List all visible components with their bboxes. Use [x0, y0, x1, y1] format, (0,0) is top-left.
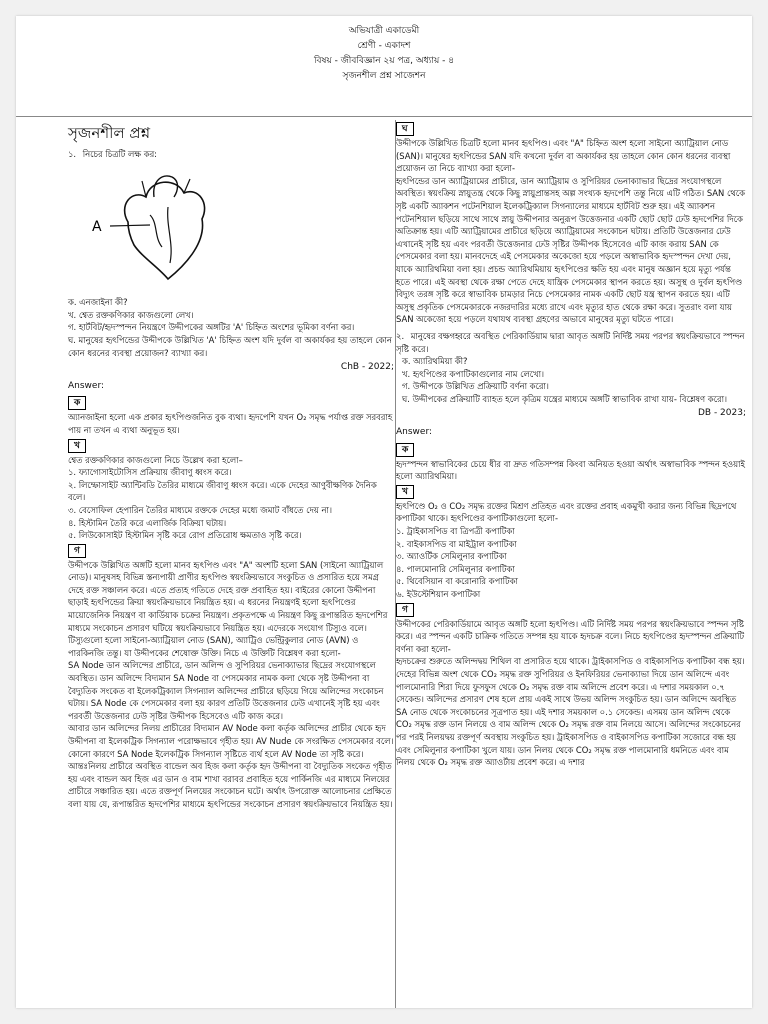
answer-ga-paragraph: উদ্দীপকের পেরিকার্ডিয়ামে আবৃত অঙ্গটি হলো হৃৎপিণ্ড। এটি নির্দিষ্ট সময় পরপর স্বয়ংক্রিয়ভাবে স্পন্দন সৃষ্টি করে। এর স্পন্দন একটি চাক্রিক গতিতে সম্পন্ন হয় যাকে হৃদচক্র বলে। নিচে হৃৎপিণ্ডের হৃদস্পন্দন প্রক্রিয়াটি বর্ণনা করা হলো- — [396, 618, 745, 654]
question-2-prompt — [396, 330, 746, 355]
list-item: ৫. লিউকোসাইট হিস্টামিন সৃষ্টি করে রোগ প্রতিরোধ ক্ষমতাও সৃষ্টি করে। — [68, 530, 302, 541]
answer-ga-badge: গ — [396, 603, 414, 617]
answer-kha-intro: হৃৎপিণ্ডে O₂ ও CO₂ সমৃদ্ধ রক্তের মিশ্রণ প্রতিহত এবং রক্তের প্রবাহ একমুখী করার জন্য বিভিন্ন ছিদ্রপথে কপাটিকা থাকে। হৃৎপিণ্ডের কপাটিকাগুলো হলো- — [396, 500, 737, 524]
document-page — [16, 16, 752, 1008]
q1-part-ga: গ. হার্টবিট/হৃদস্পন্দন নিয়ন্ত্রণে উদ্দীপকের অঙ্গটির 'A' চিহ্নিত অংশের ভূমিকা বর্ণনা কর। — [68, 322, 355, 333]
aorta-sketch — [154, 176, 178, 197]
question-prompt-text: নিচের চিত্রটি লক্ষ কর: — [82, 149, 157, 159]
suggestion-title: সৃজনশীল প্রশ্ন সাজেশন — [342, 71, 426, 81]
label-pointer-line — [110, 225, 150, 226]
answer-label: Answer: — [396, 427, 433, 438]
q2-source: DB - 2023; — [697, 408, 746, 419]
answer-ga-badge: গ — [68, 544, 86, 558]
answer-ga-paragraph: উদ্দীপকে উল্লিখিত অঙ্গটি হলো মানব হৃৎপিণ্ড এবং "A" অংশটি হলো SAN (সাইনো অ্যাট্রিয়াল নোড)। মানুষসহ বিভিন্ন স্তন্যপায়ী প্রাণীর হৃৎপিণ্ড স্বয়ংক্রিয়ভাবে সংকুচিত ও প্রসারিত হয়ে সমগ্র দেহে রক্ত সঞ্চালন করে। এতে প্রত্যহ গতিতে দেহে রক্ত প্রবাহিত হয়। বাইরের কোনো উদ্দীপনা ছাড়াই হৃৎপিন্ডের ক্রিয়া স্বয়ংক্রিয়ভাবে নিয়ন্ত্রিত হয়। এ ধরনের নিয়ন্ত্রণই হলো হৃৎপিণ্ডের মায়োজেনিক নিয়ন্ত্রণ বা কার্ডিয়াক চক্রের নিয়ন্ত্রণ। প্রকৃতপক্ষে এ নিয়ন্ত্রণ কিছু রূপান্তরিত হৃদপেশির মাধ্যমে সংকোচন প্রসারণ ঘটিয়ে স্বয়ংক্রিয়ভাবে নিয়ন্ত্রিত হয়। এদেরকে সংযোগ টিস্যুও বলে। টিস্যুগুলো হলো সাইনো-অ্যাট্রিয়াল নোড (SAN), অ্যাট্রিও ভেন্ট্রিকুলার নোড (AVN) ও পারকিনজি তন্তু। যা উদ্দীপকের শেষোক্ত উক্তি। নিচে এ উক্তিটি বিশ্লেষণ করা হলো- — [68, 559, 388, 658]
answer-ka-badge: ক — [68, 396, 86, 410]
q2-part-gha: ঘ. উদ্দীপকের প্রক্রিয়াটি ব্যাহত হলে কৃত্রিম যন্ত্রের মাধ্যমে অঙ্গটি স্বাভাবিক রাখা যায়- বিশ্লেষণ করো। — [402, 393, 728, 404]
list-item: ৪. পালমোনারি সেমিলুনার কপাটিকা — [396, 563, 515, 574]
list-item: ১. ফ্যাগোসাইটোসিস প্রক্রিয়ায় জীবাণু ধ্বংস করে। — [68, 467, 232, 478]
answer-label: Answer: — [68, 380, 105, 391]
list-item: ৪. হিস্টামিন তৈরি করে এলার্জিক বিক্রিয়া ঘটায়। — [68, 517, 227, 528]
list-item: ২. বাইকাসপিড বা মাইট্রাল কপাটিকা — [396, 538, 517, 549]
q2-part-ka: ক. অ্যারিথমিয়া কী? — [402, 356, 468, 367]
q2-part-ga: গ. উদ্দীপকে উল্লিখিত প্রক্রিয়াটি বর্ণনা করো। — [402, 381, 549, 392]
question-prompt-text: মানুষের বক্ষগহ্বরে অবস্থিত পেরিকার্ডিয়াম দ্বারা আবৃত অঙ্গটি নির্দিষ্ট সময় পরপর স্বয়ংক্রিয়ভাবে স্পন্দন সৃষ্টি করে। — [396, 330, 745, 354]
answer-gha-paragraph: উদ্দীপকে উল্লিখিত চিত্রটি হলো মানব হৃৎপিণ্ড। এবং "A" চিহ্নিত অংশ হলো সাইনো অ্যাট্রিয়াল নোড (SAN)। মানুষের হৃৎপিন্ডের SAN যদি কখনো দুর্বল বা অকার্যকর হয় তাহলে কোন কোন ধরনের ব্যবস্থা প্রয়োজন তা নিচে ব্যাখ্যা করা হলো- — [396, 138, 731, 174]
section-title: সৃজনশীল প্রশ্ন — [68, 124, 151, 142]
list-item: ১. ট্রাইকাসপিড বা ত্রিপত্রী কপাটিকা — [396, 526, 515, 537]
right-column — [396, 120, 746, 769]
list-item: ৩. বেসোফিল হেপারিন তৈরির মাধ্যমে রক্তকে দেহের মধ্যে জমাট বাঁধতে দেয় না। — [68, 504, 332, 515]
institution-name: অভিযাত্রী একাডেমী — [348, 26, 420, 36]
answer-kha-badge: খ — [68, 439, 86, 453]
list-item: ৩. অ্যাওর্টিক সেমিলুনার কপাটিকা — [396, 551, 507, 562]
answer-gha-paragraph: হৃৎপিন্ডের ডান অ্যাট্রিয়ামের প্রাচীরে, ডান অ্যাট্রিয়াম ও সুপিরিয়র ভেনাক্যাভার ছিদ্রের সংযোগস্থলে অবস্থিত। স্বয়ংক্রিয় স্নায়ুতন্ত্র থেকে কিছু স্নায়ুপ্রান্তসহ অল্প সংখ্যক হৃদপেশি তন্তু নিয়ে এটি গঠিত। SAN থেকে সৃষ্ট একটি অ্যাকশন পটেনশিয়াল ইলেকট্রিক্যাল সিগন্যালের মাধ্যমে হার্টবিট শুরু হয়। এই অ্যাকশন পটেনশিয়াল ছড়িয়ে সাথে সাথে স্নায়ু উদ্দীপনার অনুরূপ উত্তেজনার একটি ছোট ছোট ঢেউ হৃদপেশির দিকে অতিক্রান্ত হয়। এটি অ্যাট্রিয়ামের প্রাচীরে ছড়িয়ে অ্যাট্রিয়ামের সংকোচন ঘটায়। প্রতিটি উত্তেজনার ঢেউ এখানেই সৃষ্টি হয় এবং পরবর্তী উত্তেজনার ঢেউ সৃষ্টির উদ্দীপক হিসেবেও এটি কাজ করায় SAN কে পেসমেকার বলা হয়। মানবদেহে এই পেসমেকার অকেজো হয়ে পড়লে অস্বাভাবিক হৃদস্পন্দন দেখা দেয়, যাকে অ্যারিথমিয়া বলা হয়। প্রচন্ড অ্যারিথমিয়ায় হৃৎপিণ্ডের ক্ষতি হয় এবং মানুষ অজ্ঞান হয়ে মৃত্যু পর্যন্ত হতে পারে। এই অবস্থা থেকে রক্ষা পেতে দেহে যান্ত্রিক পেসমেকার স্থাপন করতে হয়। অসুস্থ ও দুর্বল হৃৎপিণ্ড বিদ্যুৎ তরঙ্গ সৃষ্টি করে স্বাভাবিক চামড়ার নিচে পেসমেকার নামক একটি ছোট যন্ত্র স্থাপন করতে হয়। এটি অসুস্থ প্রকৃতিক পেসমেকারকে নজরদারির মধ্যে রাখে এবং মৃত্যুর হাত থেকে রক্ষা করে। সুতরাং বলা যায় SAN অকেজো হয়ে পড়লে যথাযথ ব্যবস্থা গ্রহণের অভাবে মানুষের মৃত্যু ঘটতে পারে। — [396, 175, 746, 325]
answer-ka-text: অ্যানজাইনা হলো এক প্রকার হৃৎপিণ্ডজনিত বুক ব্যথা। হৃদপেশি যখন O₂ সমৃদ্ধ পর্যাপ্ত রক্ত সরবরাহ পায় না তখন এ ব্যথা অনুভূত হয়। — [68, 412, 393, 435]
subject-line: বিষয় - জীববিজ্ঞান ২য় পত্র, অধ্যায় - ৪ — [313, 56, 455, 66]
left-column — [68, 120, 394, 811]
answer-kha-badge: খ — [396, 485, 414, 499]
question-number: ১. — [68, 149, 77, 159]
answer-ga-paragraph: আবার ডান অলিন্দের নিলয় প্রাচীরের বিদ্যমান AV Node কলা কর্তৃক অলিন্দের প্রাচীর থেকে হৃদ উদ্দীপনা বা ইলেকট্রিক সিগন্যাল পরোক্ষভাবে গৃহীত হয়। AV Nude কে সংরক্ষিত পেসমেকার বলে। কোনো কারণে SA Node ইলেকট্রিক সিগন্যাল সৃষ্টিতে ব্যর্থ হলে AV Node তা সৃষ্টি করে। আন্তঃনিলয় প্রাচীরে অবস্থিত বান্ডেল অব হিজ কলা কর্তৃক হৃদ উদ্দীপনা বা বৈদ্যুতিক সংকেত গৃহীত হয় এবং বান্ডল অব হিজ এর ডান ও বাম শাখা বরাবর প্রবাহিত হয়ে পার্কিনজি এর মাধ্যমে নিলয়ের প্রাচীরে সঞ্চারিত হয়। এতে রক্তপূর্ণ নিলয়ের সংকোচন ঘটে। অর্থাৎ উপরোক্ত আলোচনার প্রেক্ষিতে বলা যায় যে, রূপান্তরিত হৃদপেশির মাধ্যমে হৃৎপিন্ডের সংকোচন প্রসারণ স্বয়ংক্রিয়ভাবে নিয়ন্ত্রিত হয়। — [68, 723, 394, 809]
answer-gha-badge: ঘ — [396, 122, 414, 136]
answer-kha-intro: শ্বেত রক্তকণিকার কাজগুলো নিচে উল্লেখ করা হলো– — [68, 454, 243, 465]
q1-part-gha: ঘ. মানুষের হৃৎপিন্ডের উদ্দীপকে উল্লিখিত 'A' চিহ্নিত অংশ যদি দুর্বল বা অকার্যকর হয় তাহলে কোন কোন ধরনের ব্যবস্থা প্রয়োজন? ব্যাখ্যা কর। — [68, 334, 392, 358]
heart-sketch-figure — [88, 167, 238, 285]
answer-ga-paragraph: SA Node ডান অলিন্দের প্রাচীরে, ডান অলিন্দ ও সুপিরিয়র ভেনাক্যাভার ছিদ্রের সংযোগস্থলে অবস্থিত। ডান অলিন্দে বিদ্যমান SA Node বা পেসমেকার নামক কলা থেকে সৃষ্ট উদ্দীপনা বা বৈদ্যুতিক সংকেত বা ইলেকট্রিক্যাল সিগন্যাল অলিন্দের প্রাচীরে ছড়িয়ে গিয়ে অলিন্দের সংকোচন ঘটায়। SA Node কে পেসমেকার বলা হয় কারণ প্রতিটি উত্তেজনার ঢেউ এখানেই সৃষ্টি হয় এবং পরবর্তী উত্তেজনার ঢেউ সৃষ্টির উদ্দীপক হিসেবেও এটি কাজ করে। — [68, 660, 384, 721]
q1-source: ChB - 2022; — [340, 362, 394, 373]
q1-part-kha: খ. শ্বেত রক্তকণিকার কাজগুলো লেখ। — [68, 309, 194, 320]
list-item: ২. লিম্ফোসাইট অ্যান্টিবডি তৈরির মাধ্যমে জীবাণু ধ্বংস করে। একে দেহের আণুবীক্ষণিক দৈনিক বলে। — [68, 479, 377, 503]
q2-part-kha: খ. হৃৎপিণ্ডের কপাটিকাগুলোর নাম লেখো। — [402, 368, 544, 379]
answer-ga-paragraph: হৃদচক্রের শুরুতে অলিন্দদ্বয় শিথিল বা প্রসারিত হয়ে থাকে। ট্রাইকাসপিড ও বাইকাসপিড কপাটিকা বন্ধ হয়। দেহের বিভিন্ন অংশ থেকে CO₂ সমৃদ্ধ রক্ত সুপিরিয়র ও ইনফিরিয়র ভেনাক্যাভা দিয়ে ডান অলিন্দে এবং পালমোনারি শিরা দিয়ে ফুসফুস থেকে O₂ সমৃদ্ধ রক্ত বাম অলিন্দে প্রবেশ করে। এ দশার সময়কাল ০.৭ সেকেন্ড। অলিন্দের প্রসারণ শেষ হলে প্রায় একই সাথে উভয় অলিন্দ সংকুচিত হয়। ডান অলিন্দে অবস্থিত SA নোড থেকে সংকোচনের সূত্রপাত হয়। এই দশার সময়কাল ০.১ সেকেন্ড। এসময় ডান অলিন্দ থেকে CO₂ সমৃদ্ধ রক্ত ডান নিলয়ে ও বাম অলিন্দ থেকে O₂ সমৃদ্ধ রক্ত বাম নিলয়ে আসে। অলিন্দের সংকোচনের পর পরই নিলয়দ্বয় রক্তপূর্ণ অবস্থায় সংকুচিত হয়। ট্রাইকাসপিড ও বাইকাসপিড কপাটিকা সজোরে বন্ধ হয় এবং সেমিলুনার কপাটিকা খুলে যায়। ডান নিলয় থেকে CO₂ সমৃদ্ধ রক্ত পালমোনারি ধমনিতে এবং বাম নিলয় থেকে O₂ সমৃদ্ধ রক্ত অ্যাওর্টায় প্রবেশ করে। এ দশার — [396, 656, 745, 768]
answer-ka-badge: ক — [396, 443, 414, 457]
heart-outline — [125, 182, 205, 279]
question-1-prompt — [68, 148, 394, 161]
class-line: শ্রেণী - একাদশ — [357, 41, 411, 51]
list-item: ৫. থিবেসিয়ান বা করোনারি কপাটিকা — [396, 576, 518, 587]
document-header — [16, 16, 752, 117]
q1-part-ka: ক. এনজাইনা কী? — [68, 297, 128, 308]
question-number: ২. — [396, 330, 405, 341]
list-item: ৬. ইউস্টেশিয়ান কপাটিকা — [396, 589, 481, 599]
answer-ka-text: হৃদস্পন্দন স্বাভাবিকের চেয়ে ধীর বা দ্রুত গতিসম্পন্ন কিংবা অনিয়ত হওয়া অর্থাৎ অস্বাভাবিক স্পন্দন হওয়াই হলো অ্যারিথমিয়া। — [396, 458, 745, 482]
figure-label-a: A — [92, 218, 102, 235]
